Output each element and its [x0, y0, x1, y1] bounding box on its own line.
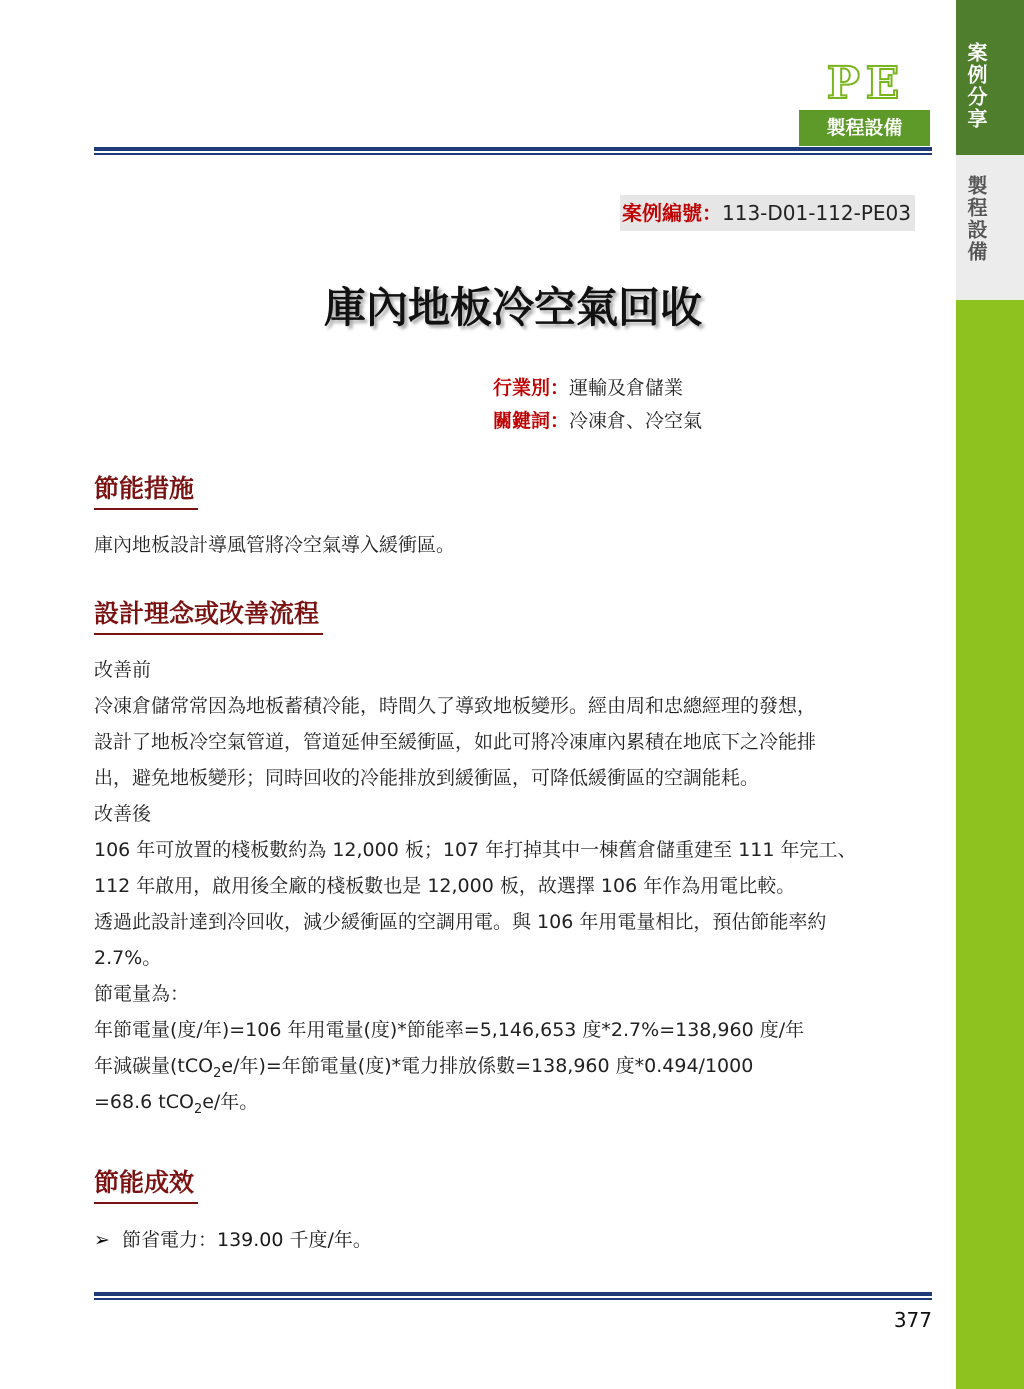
page-title: 庫內地板冷空氣回收: [323, 283, 702, 332]
top-rule: [94, 147, 932, 155]
measures-text: [94, 527, 934, 563]
bullet-arrow-icon: ➢: [94, 1229, 110, 1251]
formula-line-1: 年節電量(度/年)=106 年用電量(度)*節能率=5,146,653 度*2.7%=138,960 度/年: [94, 1019, 805, 1041]
measures-heading: 節能措施: [94, 470, 198, 510]
before-line-1: 冷凍倉儲常常因為地板蓄積冷能，時間久了導致地板變形。經由周和忠總經理的發想，: [94, 695, 817, 717]
results-item: [94, 1222, 372, 1258]
after-line-2: 112 年啟用，啟用後全廠的棧板數也是 12,000 板，故選擇 106 年作為用電比較。: [94, 875, 796, 897]
side-tab-bottom: [956, 300, 1024, 1389]
category-badge: 製程設備: [799, 110, 930, 146]
keywords-line: [493, 406, 702, 436]
pe-logo: PE: [826, 58, 906, 109]
case-number-value: 113-D01-112-PE03: [722, 201, 911, 225]
industry-value: 運輸及倉儲業: [569, 377, 684, 399]
design-heading: 設計理念或改善流程: [94, 595, 323, 635]
keywords-value: 冷凍倉、冷空氣: [569, 410, 703, 432]
formula-line-3: =68.6 tCO$_2$e/年。: [94, 1091, 259, 1117]
measures-paragraph: 庫內地板設計導風管將冷空氣導入緩衝區。: [94, 534, 456, 556]
bottom-rule: [94, 1292, 932, 1300]
after-line-4: 2.7%。: [94, 947, 162, 969]
side-tab-category-label: 製程設備: [964, 175, 988, 263]
after-label: 改善後: [94, 803, 152, 825]
industry-line: [493, 373, 683, 403]
keywords-label: 關鍵詞：: [493, 410, 570, 432]
before-line-3: 出，避免地板變形；同時回收的冷能排放到緩衝區，可降低緩衝區的空調能耗。: [94, 767, 760, 789]
savings-label: 節電量為：: [94, 983, 190, 1005]
after-line-3: 透過此設計達到冷回收，減少緩衝區的空調用電。與 106 年用電量相比，預估節能率約: [94, 911, 827, 933]
formula-line-2: 年減碳量(tCO$_2$e/年)=年節電量(度)*電力排放係數=138,960 度*0.494/1000: [94, 1055, 754, 1081]
before-line-2: 設計了地板冷空氣管道，管道延伸至緩衝區，如此可將冷凍庫內累積在地底下之冷能排: [94, 731, 817, 753]
after-line-1: 106 年可放置的棧板數約為 12,000 板；107 年打掉其中一棟舊倉儲重建至 111 年完工、: [94, 839, 857, 861]
before-label: 改善前: [94, 659, 152, 681]
design-body: [94, 652, 934, 1120]
case-number-label: 案例編號：: [622, 201, 722, 225]
side-tab-case-share-label: 案例分享: [964, 42, 988, 130]
industry-label: 行業別：: [493, 377, 570, 399]
case-number: [620, 195, 915, 231]
results-heading: 節能成效: [94, 1164, 198, 1204]
page-number: 377: [893, 1308, 932, 1332]
results-item-text: 節省電力：139.00 千度/年。: [122, 1229, 372, 1251]
